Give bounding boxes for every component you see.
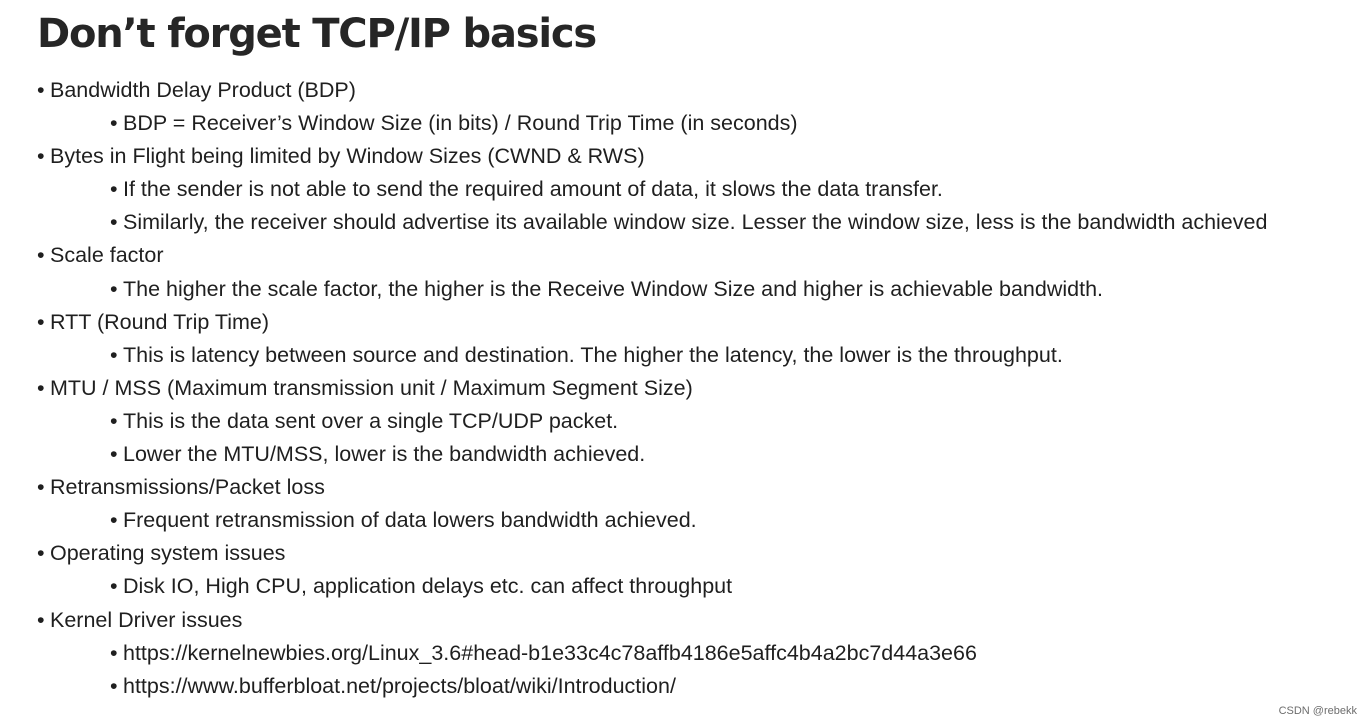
sub-bullet-item — [110, 173, 1362, 206]
bullet-row — [37, 537, 1362, 570]
sub-bullet-text: BDP = Receiver’s Window Size (in bits) / Round Trip Time (in seconds) — [123, 111, 798, 136]
sub-bullet-text: Frequent retransmission of data lowers bandwidth achieved. — [123, 508, 697, 533]
bullet-dot: • — [110, 210, 118, 235]
sub-bullet-list — [37, 405, 1362, 471]
bullet-text: Kernel Driver issues — [50, 607, 243, 632]
bullet-dot: • — [37, 475, 45, 500]
bullet-item — [37, 471, 1362, 537]
bullet-row — [37, 471, 1362, 504]
bullet-dot: • — [110, 276, 118, 301]
bullet-item — [37, 74, 1362, 140]
bullet-text: MTU / MSS (Maximum transmission unit / Maximum Segment Size) — [50, 375, 693, 400]
sub-bullet-item — [110, 339, 1362, 372]
sub-bullet-item — [110, 206, 1362, 239]
sub-bullet-item — [110, 504, 1362, 537]
sub-bullet-list — [37, 273, 1362, 306]
sub-bullet-text: Disk IO, High CPU, application delays etc. can affect throughput — [123, 574, 733, 599]
sub-bullet-text: If the sender is not able to send the required amount of data, it slows the data transfer. — [123, 177, 943, 202]
slide-title: Don’t forget TCP/IP basics — [37, 11, 596, 57]
sub-bullet-item — [110, 438, 1362, 471]
bullet-dot: • — [110, 442, 118, 467]
sub-bullet-text: This is latency between source and destination. The higher the latency, the lower is the throughput. — [123, 342, 1063, 367]
sub-bullet-item — [110, 670, 1362, 703]
sub-bullet-text: Similarly, the receiver should advertise its available window size. Lesser the window size, less is the bandwidth achieved — [123, 210, 1268, 235]
sub-bullet-item — [110, 273, 1362, 306]
bullet-text: Bytes in Flight being limited by Window Sizes (CWND & RWS) — [50, 144, 645, 169]
bullet-text: Operating system issues — [50, 541, 286, 566]
sub-bullet-text: https://www.bufferbloat.net/projects/bloat/wiki/Introduction/ — [123, 673, 676, 698]
sub-bullet-text: https://kernelnewbies.org/Linux_3.6#head-b1e33c4c78affb4186e5affc4b4a2bc7d44a3e66 — [123, 640, 977, 665]
bullet-text: Scale factor — [50, 243, 164, 268]
bullet-row — [37, 74, 1362, 107]
bullet-item — [37, 537, 1362, 603]
sub-bullet-list — [37, 339, 1362, 372]
sub-bullet-list — [37, 107, 1362, 140]
bullet-item — [37, 140, 1362, 239]
sub-bullet-text: This is the data sent over a single TCP/UDP packet. — [123, 408, 619, 433]
bullet-item — [37, 239, 1362, 305]
sub-bullet-text: Lower the MTU/MSS, lower is the bandwidth achieved. — [123, 442, 646, 467]
bullet-item — [37, 372, 1362, 471]
bullet-dot: • — [110, 640, 118, 665]
bullet-row — [37, 372, 1362, 405]
sub-bullet-item — [110, 570, 1362, 603]
bullet-text: RTT (Round Trip Time) — [50, 309, 270, 334]
bullet-dot: • — [110, 111, 118, 136]
bullet-dot: • — [37, 375, 45, 400]
bullet-dot: • — [37, 144, 45, 169]
sub-bullet-item — [110, 637, 1362, 670]
bullet-dot: • — [37, 607, 45, 632]
sub-bullet-list — [37, 504, 1362, 537]
bullet-row — [37, 140, 1362, 173]
bullet-item — [37, 604, 1362, 703]
sub-bullet-list — [37, 570, 1362, 603]
sub-bullet-item — [110, 405, 1362, 438]
bullet-dot: • — [37, 243, 45, 268]
bullet-dot: • — [110, 408, 118, 433]
sub-bullet-list — [37, 173, 1362, 239]
bullet-dot: • — [37, 541, 45, 566]
bullet-text: Retransmissions/Packet loss — [50, 475, 325, 500]
bullet-list — [37, 74, 1362, 703]
sub-bullet-item — [110, 107, 1362, 140]
sub-bullet-text: The higher the scale factor, the higher is the Receive Window Size and higher is achievable bandwidth. — [123, 276, 1104, 301]
sub-bullet-list — [37, 637, 1362, 703]
bullet-dot: • — [37, 309, 45, 334]
bullet-dot: • — [110, 508, 118, 533]
bullet-dot: • — [110, 574, 118, 599]
watermark: CSDN @rebekk — [1278, 705, 1357, 717]
bullet-dot: • — [37, 78, 45, 102]
bullet-row — [37, 239, 1362, 272]
bullet-row — [37, 604, 1362, 637]
bullet-dot: • — [110, 177, 118, 202]
bullet-dot: • — [110, 342, 118, 367]
bullet-dot: • — [110, 673, 118, 698]
bullet-text: Bandwidth Delay Product (BDP) — [50, 78, 356, 102]
bullet-item — [37, 306, 1362, 372]
bullet-row — [37, 306, 1362, 339]
